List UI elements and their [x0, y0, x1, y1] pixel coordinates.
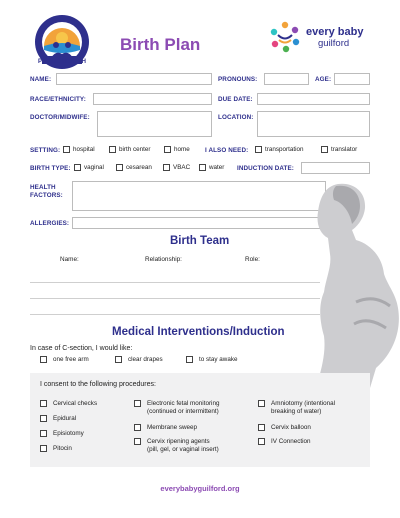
csection-option-one-free-arm[interactable] — [40, 356, 89, 363]
option-text: birth center — [119, 146, 151, 153]
brand-name-line1: every baby — [306, 26, 364, 38]
procedure-electronic-fetal-monitoring[interactable] — [134, 400, 219, 416]
setting-label: SETTING: — [30, 147, 61, 154]
health-factors-label-line1: HEALTH — [30, 184, 56, 191]
need-option-translator[interactable] — [321, 146, 357, 153]
allergies-label: ALLERGIES: — [30, 220, 70, 227]
i-also-need-label: I ALSO NEED: — [205, 147, 249, 154]
team-row-line[interactable] — [30, 298, 320, 299]
option-text: one free arm — [53, 356, 89, 363]
procedure-epidural[interactable] — [40, 415, 76, 422]
option-text: transportation — [265, 146, 304, 153]
due-date-label: DUE DATE: — [218, 96, 253, 103]
option-subtext: (pill, gel, or vaginal insert) — [147, 446, 219, 453]
birth-type-option-vaginal[interactable] — [74, 164, 104, 171]
option-text: to stay awake — [199, 356, 238, 363]
option-text: Pitocin — [53, 445, 72, 452]
birth-type-option-cesarean[interactable] — [116, 164, 152, 171]
option-text: Cervix balloon — [271, 424, 311, 431]
need-option-transportation[interactable] — [255, 146, 304, 153]
option-text: home — [174, 146, 190, 153]
race-ethnicity-field[interactable] — [93, 93, 212, 105]
option-text: VBAC — [173, 164, 191, 171]
name-field[interactable] — [56, 73, 212, 85]
age-field[interactable] — [334, 73, 370, 85]
checkbox[interactable] — [258, 400, 265, 407]
checkbox[interactable] — [40, 356, 47, 363]
footer-website-link[interactable]: everybabyguilford.org — [160, 484, 240, 493]
csection-option-stay-awake[interactable] — [186, 356, 238, 363]
checkbox[interactable] — [63, 146, 70, 153]
option-text: Amniotomy (intentional — [271, 400, 336, 407]
team-name-column-label: Name: — [60, 256, 79, 263]
setting-option-birth-center[interactable] — [109, 146, 151, 153]
setting-option-hospital[interactable] — [63, 146, 95, 153]
checkbox[interactable] — [186, 356, 193, 363]
checkbox[interactable] — [116, 164, 123, 171]
checkbox[interactable] — [134, 400, 141, 407]
checkbox[interactable] — [258, 424, 265, 431]
option-text: IV Connection — [271, 438, 311, 445]
procedure-amniotomy[interactable] — [258, 400, 335, 416]
checkbox[interactable] — [134, 424, 141, 431]
age-label: AGE: — [315, 76, 332, 83]
option-text: Electronic fetal monitoring — [147, 400, 220, 407]
team-row-line[interactable] — [30, 282, 320, 283]
team-relationship-column-label: Relationship: — [145, 256, 182, 263]
medical-interventions-heading: Medical Interventions/Induction — [112, 326, 285, 338]
pronouns-field[interactable] — [264, 73, 309, 85]
checkbox[interactable] — [163, 164, 170, 171]
option-text: Cervix ripening agents — [147, 438, 210, 445]
setting-option-home[interactable] — [164, 146, 190, 153]
checkbox[interactable] — [74, 164, 81, 171]
health-factors-label-line2: FACTORS: — [30, 192, 63, 199]
checkbox[interactable] — [40, 445, 47, 452]
option-subtext: breaking of water) — [271, 408, 322, 415]
team-row-line[interactable] — [30, 314, 320, 315]
name-label: NAME: — [30, 76, 52, 83]
checkbox[interactable] — [40, 415, 47, 422]
option-text: Epidural — [53, 415, 77, 422]
checkbox[interactable] — [40, 430, 47, 437]
location-field[interactable] — [257, 111, 370, 137]
birth-team-heading: Birth Team — [170, 235, 230, 247]
doctor-midwife-label: DOCTOR/MIDWIFE: — [30, 114, 90, 121]
option-text: Cervical checks — [53, 400, 98, 407]
option-text: clear drapes — [128, 356, 163, 363]
every-baby-logo-icon — [268, 20, 302, 54]
birth-type-option-water[interactable] — [199, 164, 224, 171]
csection-option-clear-drapes[interactable] — [115, 356, 163, 363]
option-subtext: (continued or intermittent) — [147, 408, 219, 415]
due-date-field[interactable] — [257, 93, 370, 105]
checkbox[interactable] — [258, 438, 265, 445]
birth-type-label: BIRTH TYPE: — [30, 165, 71, 172]
county-seal-text: PUBLIC HEALTH — [38, 59, 86, 65]
location-label: LOCATION: — [218, 114, 254, 121]
doctor-midwife-field[interactable] — [97, 111, 212, 137]
option-text: Episiotomy — [53, 430, 84, 437]
procedure-cervical-checks[interactable] — [40, 400, 97, 407]
option-text: hospital — [73, 146, 95, 153]
option-text: translator — [331, 146, 358, 153]
checkbox[interactable] — [115, 356, 122, 363]
procedure-iv-connection[interactable] — [258, 438, 311, 445]
allergies-field[interactable] — [72, 217, 326, 229]
checkbox[interactable] — [134, 438, 141, 445]
procedure-episiotomy[interactable] — [40, 430, 84, 437]
consent-prompt: I consent to the following procedures: — [40, 381, 156, 388]
procedure-cervix-ripening-agents[interactable] — [134, 438, 219, 454]
procedure-cervix-balloon[interactable] — [258, 424, 311, 431]
health-factors-field[interactable] — [72, 181, 326, 211]
checkbox[interactable] — [199, 164, 206, 171]
checkbox[interactable] — [40, 400, 47, 407]
induction-date-field[interactable] — [301, 162, 370, 174]
csection-prompt: In case of C-section, I would like: — [30, 345, 133, 352]
checkbox[interactable] — [255, 146, 262, 153]
option-text: Membrane sweep — [147, 424, 198, 431]
procedure-membrane-sweep[interactable] — [134, 424, 197, 431]
county-seal-logo — [30, 12, 94, 76]
option-text: water — [209, 164, 225, 171]
option-text: vaginal — [84, 164, 104, 171]
page-title: Birth Plan — [120, 35, 201, 54]
induction-date-label: INDUCTION DATE: — [237, 165, 295, 172]
checkbox[interactable] — [109, 146, 116, 153]
checkbox[interactable] — [164, 146, 171, 153]
procedure-pitocin[interactable] — [40, 445, 72, 452]
team-role-column-label: Role: — [245, 256, 260, 263]
race-ethnicity-label: RACE/ETHNICITY: — [30, 96, 86, 103]
brand-name-line2: guilford — [318, 38, 350, 49]
option-text: cesarean — [126, 164, 152, 171]
pronouns-label: PRONOUNS: — [218, 76, 258, 83]
pregnant-woman-silhouette-icon — [296, 182, 400, 388]
checkbox[interactable] — [321, 146, 328, 153]
birth-type-option-vbac[interactable] — [163, 164, 190, 171]
